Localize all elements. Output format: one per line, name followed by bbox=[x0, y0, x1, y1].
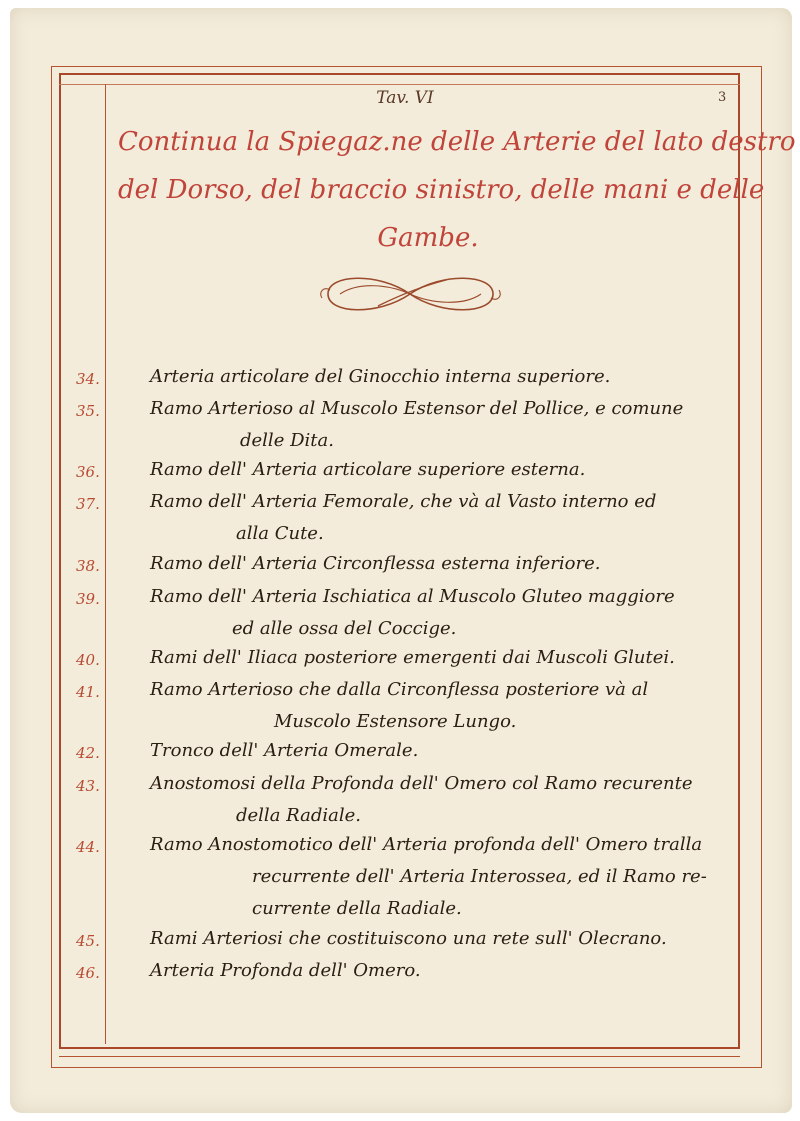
entry-continuation: ed alle ossa del Coccige. bbox=[232, 618, 457, 639]
plate-label: Tav. VI bbox=[376, 88, 434, 108]
list-item bbox=[0, 489, 800, 544]
entry-number: 39. bbox=[76, 590, 100, 608]
list-item bbox=[0, 832, 800, 919]
list-item bbox=[0, 645, 800, 679]
entry-number: 43. bbox=[76, 777, 100, 795]
list-item bbox=[0, 551, 800, 585]
list-item bbox=[0, 364, 800, 398]
entry-text: Ramo Arterioso che dalla Circonflessa posteriore và al bbox=[150, 679, 649, 700]
entry-number: 37. bbox=[76, 495, 100, 513]
entry-number: 42. bbox=[76, 744, 100, 762]
entry-text: Ramo dell' Arteria Ischiatica al Muscolo Gluteo maggiore bbox=[150, 586, 675, 607]
list-item bbox=[0, 396, 800, 451]
entry-number: 44. bbox=[76, 838, 100, 856]
list-item bbox=[0, 958, 800, 992]
entry-text: Ramo Anostomotico dell' Arteria profonda dell' Omero tralla bbox=[150, 834, 703, 855]
entry-number: 35. bbox=[76, 402, 100, 420]
entry-text: Arteria articolare del Ginocchio interna superiore. bbox=[150, 366, 611, 387]
entry-number: 46. bbox=[76, 964, 100, 982]
page-title bbox=[118, 118, 796, 262]
header-rule bbox=[59, 84, 740, 85]
list-item bbox=[0, 738, 800, 772]
entry-text: Anostomosi della Profonda dell' Omero col Ramo recurente bbox=[150, 773, 693, 794]
entry-continuation: Muscolo Estensore Lungo. bbox=[274, 711, 517, 732]
title-line-2: del Dorso, del braccio sinistro, delle mani e delle bbox=[118, 175, 765, 205]
title-line-3: Gambe. bbox=[377, 223, 479, 253]
entry-number: 34. bbox=[76, 370, 100, 388]
entry-number: 45. bbox=[76, 932, 100, 950]
list-item bbox=[0, 926, 800, 960]
entry-number: 41. bbox=[76, 683, 100, 701]
entry-text: Ramo Arterioso al Muscolo Estensor del Pollice, e comune bbox=[150, 398, 684, 419]
entry-continuation: delle Dita. bbox=[240, 430, 334, 451]
bottom-double-rule bbox=[59, 1056, 740, 1057]
entry-continuation: della Radiale. bbox=[236, 805, 361, 826]
entry-text: Rami dell' Iliaca posteriore emergenti dai Muscoli Glutei. bbox=[150, 647, 675, 668]
entry-continuation: alla Cute. bbox=[236, 523, 324, 544]
calligraphic-flourish-icon bbox=[318, 266, 503, 322]
list-item bbox=[0, 584, 800, 639]
entry-text: Arteria Profonda dell' Omero. bbox=[150, 960, 421, 981]
entry-text: Rami Arteriosi che costituiscono una rete sull' Olecrano. bbox=[150, 928, 667, 949]
entry-number: 40. bbox=[76, 651, 100, 669]
entry-continuation: recurrente dell' Arteria Interossea, ed il Ramo re- bbox=[252, 866, 707, 887]
list-item bbox=[0, 677, 800, 732]
page-number: 3 bbox=[718, 90, 727, 105]
entry-text: Tronco dell' Arteria Omerale. bbox=[150, 740, 419, 761]
entry-number: 38. bbox=[76, 557, 100, 575]
list-item bbox=[0, 457, 800, 491]
entry-continuation: currente della Radiale. bbox=[252, 898, 462, 919]
list-item bbox=[0, 771, 800, 826]
entry-text: Ramo dell' Arteria Femorale, che và al Vasto interno ed bbox=[150, 491, 657, 512]
entry-number: 36. bbox=[76, 463, 100, 481]
entry-text: Ramo dell' Arteria Circonflessa esterna inferiore. bbox=[150, 553, 601, 574]
entry-text: Ramo dell' Arteria articolare superiore esterna. bbox=[150, 459, 586, 480]
title-line-1: Continua la Spiegaz.ne delle Arterie del lato destro bbox=[118, 127, 796, 157]
